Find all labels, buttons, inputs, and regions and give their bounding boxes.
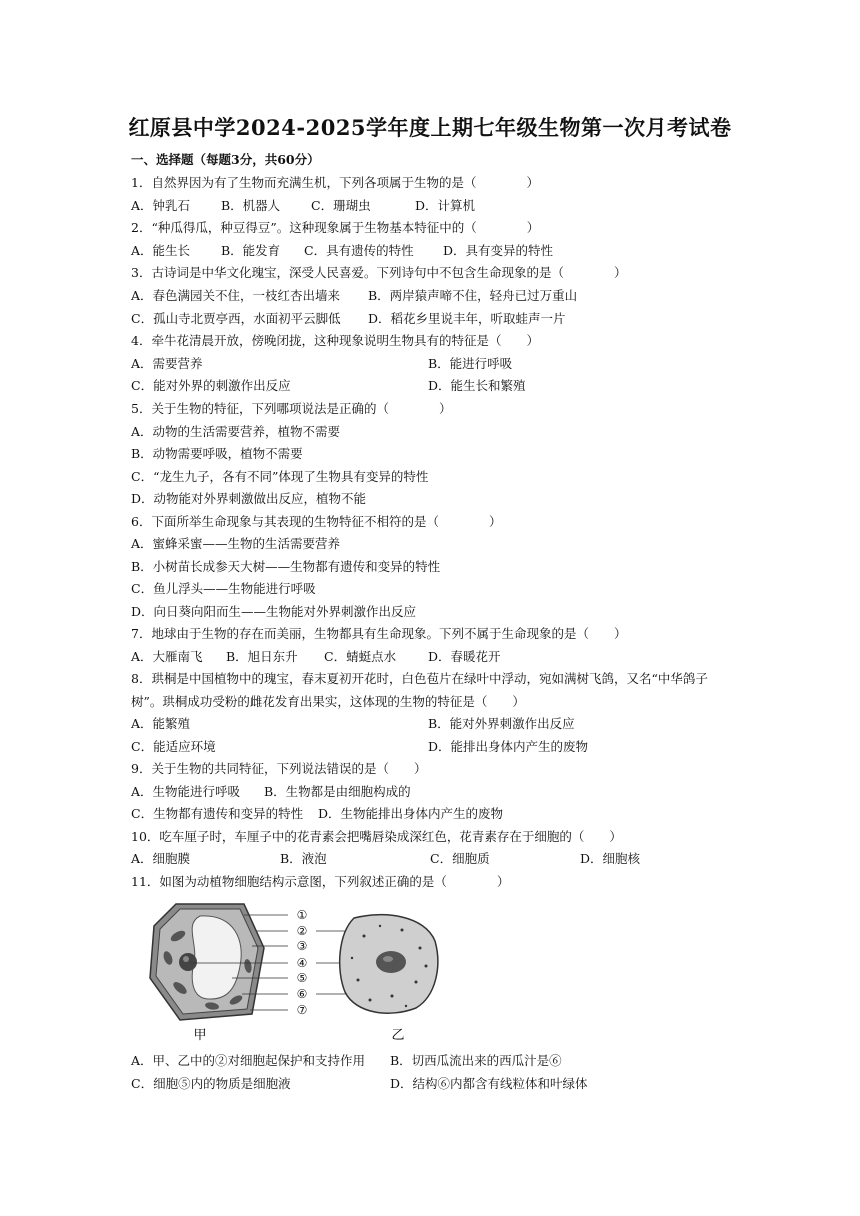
question-4-stem: 4．牵牛花清晨开放，傍晚闭拢，这种现象说明生物具有的特征是（ ）: [131, 333, 539, 348]
q3-option-d: D．稻花乡里说丰年，听取蛙声一片: [368, 311, 566, 326]
q5-option-c: C．“龙生九子，各有不同”体现了生物具有变异的特性: [131, 469, 429, 484]
q4-option-d: D．能生长和繁殖: [428, 378, 526, 393]
q8-option-c: C．能适应环境: [131, 739, 216, 754]
page-title: 红原县中学2024-2025学年度上期七年级生物第一次月考试卷: [128, 115, 732, 140]
q9-option-b: B．生物都是由细胞构成的: [264, 784, 411, 799]
question-10-stem: 10．吃车厘子时，车厘子中的花青素会把嘴唇染成深红色，花青素存在于细胞的（ ）: [131, 829, 622, 844]
q3-option-b: B．两岸猿声啼不住，轻舟已过万重山: [368, 288, 578, 303]
q7-option-a: A．大雁南飞: [131, 649, 203, 664]
q9-option-c: C．生物都有遗传和变异的特性: [131, 806, 304, 821]
animal-cell-diagram: [340, 915, 438, 1043]
q6-option-d: D．向日葵向阳而生——生物能对外界刺激作出反应: [131, 604, 417, 619]
q2-option-c: C．具有遗传的特性: [304, 243, 414, 258]
q6-option-a: A．蜜蜂采蜜——生物的生活需要营养: [131, 536, 341, 551]
q1-option-c: C．珊瑚虫: [311, 198, 371, 213]
q4-option-a: A．需要营养: [131, 356, 203, 371]
plant-cell-diagram: [150, 904, 264, 1043]
question-8-stem: 8．珙桐是中国植物中的瑰宝，春末夏初开花时，白色苞片在绿叶中浮动，宛如满树飞鸽，又名“中华鸽子: [131, 671, 708, 686]
q3-option-c: C．孤山寺北贾亭西，水面初平云脚低: [131, 311, 341, 326]
question-7-stem: 7．地球由于生物的存在而美丽，生物都具有生命现象。下列不属于生命现象的是（ ）: [131, 626, 627, 641]
q2-option-b: B．能发育: [221, 243, 281, 258]
label-5: ⑤: [296, 971, 308, 985]
q8-option-d: D．能排出身体内产生的废物: [428, 739, 589, 754]
question-1-stem: 1．自然界因为有了生物而充满生机，下列各项属于生物的是（ ）: [131, 175, 539, 190]
q10-option-c: C．细胞质: [430, 851, 490, 866]
q1-option-d: D．计算机: [415, 198, 476, 213]
figure-caption-plant: 甲: [193, 1028, 207, 1043]
q5-option-d: D．动物能对外界刺激做出反应，植物不能: [131, 491, 367, 506]
q11-option-c: C．细胞⑤内的物质是细胞液: [131, 1076, 291, 1091]
q3-option-a: A．春色满园关不住，一枝红杏出墙来: [131, 288, 341, 303]
q11-option-b: B．切西瓜流出来的西瓜汁是⑥: [390, 1053, 562, 1068]
q4-option-b: B．能进行呼吸: [428, 356, 513, 371]
q6-option-c: C．鱼儿浮头——生物能进行呼吸: [131, 581, 316, 596]
q10-option-b: B．液泡: [280, 851, 327, 866]
q4-option-c: C．能对外界的刺激作出反应: [131, 378, 291, 393]
q2-option-d: D．具有变异的特性: [443, 243, 554, 258]
question-5-stem: 5．关于生物的特征，下列哪项说法是正确的（ ）: [131, 401, 452, 416]
section-heading: 一、选择题（每题3分，共60分）: [131, 152, 320, 167]
q9-option-a: A．生物能进行呼吸: [131, 784, 241, 799]
q11-option-d: D．结构⑥内都含有线粒体和叶绿体: [390, 1076, 588, 1091]
q5-option-a: A．动物的生活需要营养，植物不需要: [131, 424, 341, 439]
question-3-stem: 3．古诗词是中华文化瑰宝，深受人民喜爱。下列诗句中不包含生命现象的是（ ）: [131, 265, 627, 280]
label-2: ②: [296, 924, 308, 938]
question-2-stem: 2．“种瓜得瓜，种豆得豆”。这种现象属于生物基本特征中的（ ）: [131, 220, 540, 235]
q8-option-a: A．能繁殖: [131, 716, 191, 731]
label-7: ⑦: [296, 1003, 308, 1017]
q7-option-d: D．春暖花开: [428, 649, 501, 664]
q10-option-d: D．细胞核: [580, 851, 641, 866]
question-9-stem: 9．关于生物的共同特征，下列说法错误的是（ ）: [131, 761, 427, 776]
q1-option-b: B．机器人: [221, 198, 281, 213]
q6-option-b: B．小树苗长成参天大树——生物都有遗传和变异的特性: [131, 559, 441, 574]
q9-option-d: D．生物能排出身体内产生的废物: [318, 806, 504, 821]
q5-option-b: B．动物需要呼吸，植物不需要: [131, 446, 303, 461]
question-6-stem: 6．下面所举生命现象与其表现的生物特征不相符的是（ ）: [131, 514, 502, 529]
q1-option-a: A．钟乳石: [131, 198, 191, 213]
q7-option-c: C．蜻蜓点水: [324, 649, 397, 664]
label-4: ④: [296, 956, 308, 970]
q2-option-a: A．能生长: [131, 243, 191, 258]
cell-structure-figure: [140, 896, 440, 1044]
label-3: ③: [296, 939, 308, 953]
q8-option-b: B．能对外界刺激作出反应: [428, 716, 575, 731]
q7-option-b: B．旭日东升: [226, 649, 298, 664]
q11-option-a: A．甲、乙中的②对细胞起保护和支持作用: [131, 1053, 366, 1068]
figure-caption-animal: 乙: [391, 1028, 405, 1043]
q10-option-a: A．细胞膜: [131, 851, 191, 866]
question-11-stem: 11．如图为动植物细胞结构示意图，下列叙述正确的是（ ）: [131, 874, 510, 889]
label-1: ①: [296, 908, 308, 922]
label-6: ⑥: [296, 987, 308, 1001]
question-8-stem-cont: 树”。珙桐成功受粉的雌花发育出果实，这体现的生物的特征是（ ）: [131, 694, 525, 709]
